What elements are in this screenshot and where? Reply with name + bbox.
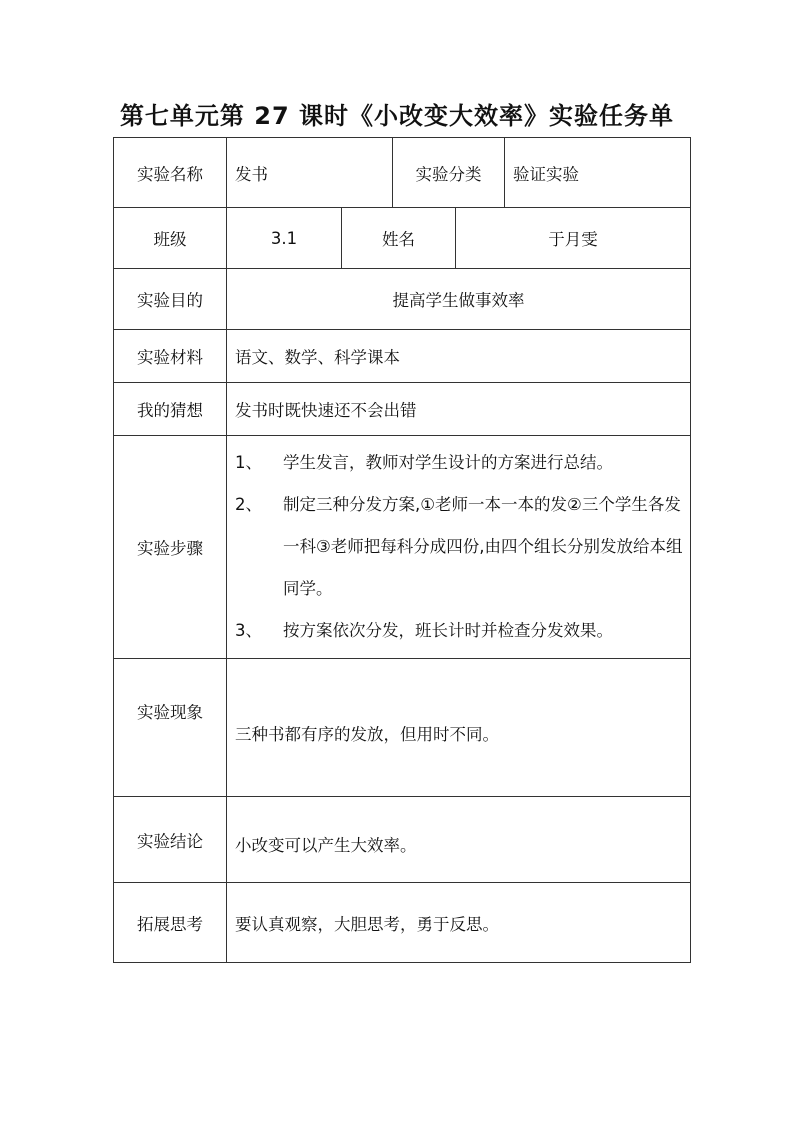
page-title: 第七单元第 27 课时《小改变大效率》实验任务单 [119,102,675,130]
class-label: 班级 [114,208,227,269]
materials-label: 实验材料 [114,330,227,383]
steps-value [227,436,691,659]
extension-label: 拓展思考 [114,883,227,963]
row-phenomenon [114,659,691,797]
step-text: 学生发言，教师对学生设计的方案进行总结。 [283,453,613,472]
purpose-value: 提高学生做事效率 [227,269,691,330]
experiment-name-value: 发书 [227,138,393,208]
task-table [113,137,691,963]
row-materials [114,330,691,383]
extension-value: 要认真观察，大胆思考，勇于反思。 [227,883,691,963]
experiment-name-label: 实验名称 [114,138,227,208]
row-steps [114,436,691,659]
row-class [114,208,691,269]
experiment-type-label: 实验分类 [393,138,505,208]
phenomenon-label: 实验现象 [114,659,227,797]
step-number: 1、 [235,453,262,472]
row-experiment-name [114,138,691,208]
materials-value: 语文、数学、科学课本 [227,330,691,383]
class-value: 3.1 [227,208,342,269]
step-text: 制定三种分发方案,①老师一本一本的发②三个学生各发一科③老师把每科分成四份,由四个组长分别发放给本组同学。 [283,495,683,598]
experiment-type-value: 验证实验 [505,138,691,208]
step-number: 3、 [235,621,262,640]
step-item [235,610,686,652]
guess-value: 发书时既快速还不会出错 [227,383,691,436]
row-extension [114,883,691,963]
step-text: 按方案依次分发，班长计时并检查分发效果。 [283,621,613,640]
conclusion-label: 实验结论 [114,797,227,883]
steps-label: 实验步骤 [114,436,227,659]
phenomenon-value: 三种书都有序的发放，但用时不同。 [227,659,691,797]
step-item [235,484,686,610]
row-guess [114,383,691,436]
row-conclusion [114,797,691,883]
guess-label: 我的猜想 [114,383,227,436]
step-number: 2、 [235,495,262,514]
student-name-label: 姓名 [342,208,456,269]
step-item [235,442,686,484]
student-name-value: 于月雯 [456,208,691,269]
row-purpose [114,269,691,330]
conclusion-value: 小改变可以产生大效率。 [227,797,691,883]
purpose-label: 实验目的 [114,269,227,330]
